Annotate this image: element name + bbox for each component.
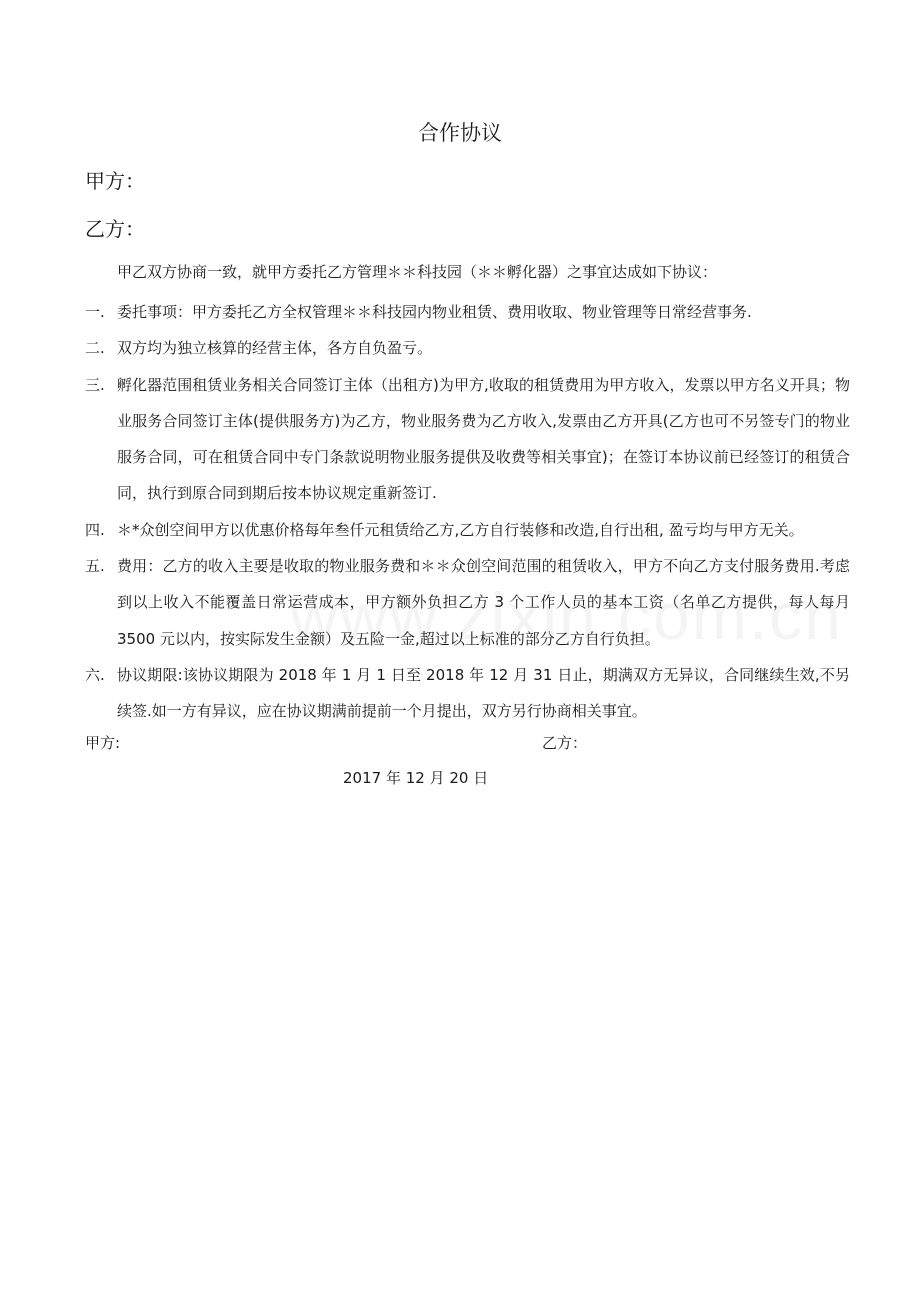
document-title: 合作协议 — [418, 121, 502, 145]
clause-text: ＊*众创空间甲方以优惠价格每年叁仟元租赁给乙方,乙方自行装修和改造,自行出租, 盈亏均与甲方无关。 — [117, 520, 804, 539]
clause-text: 委托事项：甲方委托乙方全权管理＊＊科技园内物业租赁、费用收取、物业管理等日常经营事务. — [117, 303, 752, 321]
party-b-label: 乙方： — [85, 217, 145, 241]
clause-list — [85, 294, 850, 730]
clause-text: 协议期限:该协议期限为 2018 年 1 月 1 日至 2018 年 12 月 31 日止，期满双方无异议，合同继续生效,不另续签.如一方有异议，应在协议期满前提前一个月提出，双方另行协商相关事宜。 — [117, 665, 850, 721]
signature-party-b: 乙方： — [542, 734, 588, 752]
clause-item — [85, 512, 850, 548]
clause-text: 费用：乙方的收入主要是收取的物业服务费和＊＊众创空间范围的租赁收入，甲方不向乙方支付服务费用.考虑到以上收入不能覆盖日常运营成本，甲方额外负担乙方 3 个工作人员的基本工资（名单乙方提供，每人每月 3500 元以内，按实际发生金额）及五险一金,超过以上标准的部分乙方自行负担。 — [117, 557, 850, 648]
clause-item — [85, 548, 850, 657]
clause-number: 四. — [85, 520, 105, 539]
clause-number: 二. — [85, 339, 105, 358]
signature-party-a: 甲方: — [85, 734, 121, 752]
clause-number: 六. — [85, 665, 105, 684]
clause-number: 三. — [85, 375, 105, 394]
clause-number: 五. — [85, 557, 105, 576]
signing-date: 2017 年 12 月 20 日 — [343, 769, 489, 787]
clause-item — [85, 330, 850, 366]
clause-item — [85, 367, 850, 512]
clause-text: 孵化器范围租赁业务相关合同签订主体（出租方)为甲方,收取的租赁费用为甲方收入，发票以甲方名义开具；物业服务合同签订主体(提供服务方)为乙方，物业服务费为乙方收入,发票由乙方开具(乙方也可不另签专门的物业服务合同，可在租赁合同中专门条款说明物业服务提供及收费等相关事宜)；在签订本协议前已经签订的租赁合同，执行到原合同到期后按本协议规定重新签订. — [117, 375, 850, 503]
clause-text: 双方均为独立核算的经营主体，各方自负盈亏。 — [117, 339, 433, 358]
clause-number: 一. — [85, 303, 105, 321]
intro-paragraph: 甲乙双方协商一致，就甲方委托乙方管理＊＊科技园（＊＊孵化器）之事宜达成如下协议： — [117, 263, 718, 281]
clause-item — [85, 294, 850, 330]
party-a-label: 甲方： — [85, 169, 145, 193]
clause-item — [85, 657, 850, 730]
